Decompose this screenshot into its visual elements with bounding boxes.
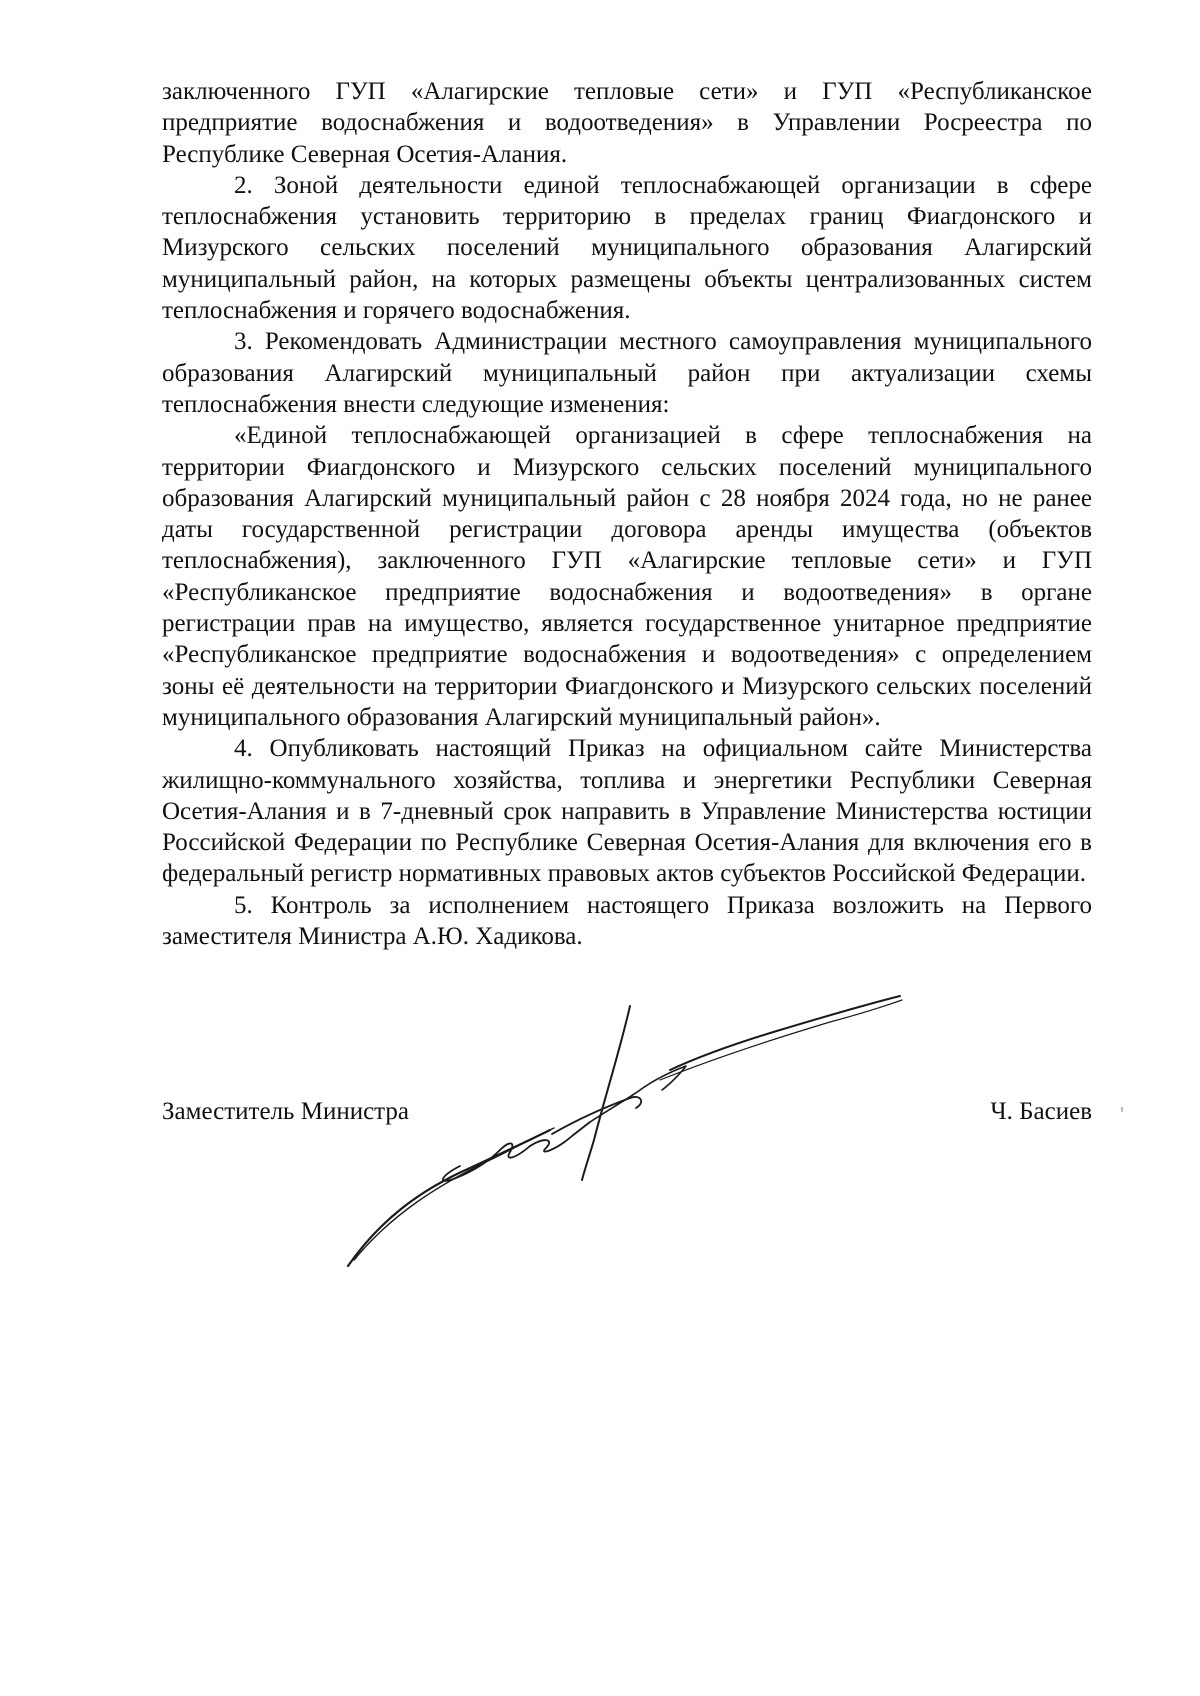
paragraph-3: 3. Рекомендовать Администрации местного самоуправления муниципального образования Алагирский муниципальный район при актуализации схемы теплоснабжения внести следующие изменения:: [162, 328, 1092, 418]
scan-artifact: [1121, 1107, 1123, 1112]
paragraph-4: 4. Опубликовать настоящий Приказ на официальном сайте Министерства жилищно-коммунального хозяйства, топлива и энергетики Республики Северная Осетия-Алания и в 7-дневный срок направить в Управление Министерства юстиции Российской Федерации по Республике Северная Осетия-Алания для включения его в федеральный регистр нормативных правовых актов субъектов Российской Федерации.: [162, 735, 1092, 888]
handwritten-signature: [340, 990, 920, 1290]
signatory-name: Ч. Басиев: [990, 1098, 1092, 1125]
document-body: [162, 76, 1092, 952]
signatory-title: Заместитель Министра: [162, 1098, 409, 1125]
paragraph-2: 2. Зоной деятельности единой теплоснабжающей организации в сфере теплоснабжения установить территорию в пределах границ Фиагдонского и Мизурского сельских поселений муниципального образования Алагирский муниципальный район, на которых размещены объекты централизованных систем теплоснабжения и горячего водоснабжения.: [162, 171, 1092, 325]
paragraph-3-quote: «Единой теплоснабжающей организацией в сфере теплоснабжения на территории Фиагдонского и Мизурского сельских поселений муниципального образования Алагирский муниципальный район с 28 ноября 2024 года, но не ранее даты государственной регистрации договора аренды имущества (объектов теплоснабжения), заключенного ГУП «Алагирские тепловые сети» и ГУП «Республиканское предприятие водоснабжения и водоотведения» в органе регистрации прав на имущество, является государственное унитарное предприятие «Республиканское предприятие водоснабжения и водоотведения» с определением зоны её деятельности на территории Фиагдонского и Мизурского сельских поселений муниципального образования Алагирский муниципальный район».: [162, 422, 1092, 731]
paragraph-5: 5. Контроль за исполнением настоящего Приказа возложить на Первого заместителя Министра А.Ю. Хадикова.: [162, 891, 1092, 951]
paragraph-1-continuation: заключенного ГУП «Алагирские тепловые сети» и ГУП «Республиканское предприятие водоснабжения и водоотведения» в Управлении Росреестра по Республике Северная Осетия-Алания.: [162, 78, 1092, 168]
